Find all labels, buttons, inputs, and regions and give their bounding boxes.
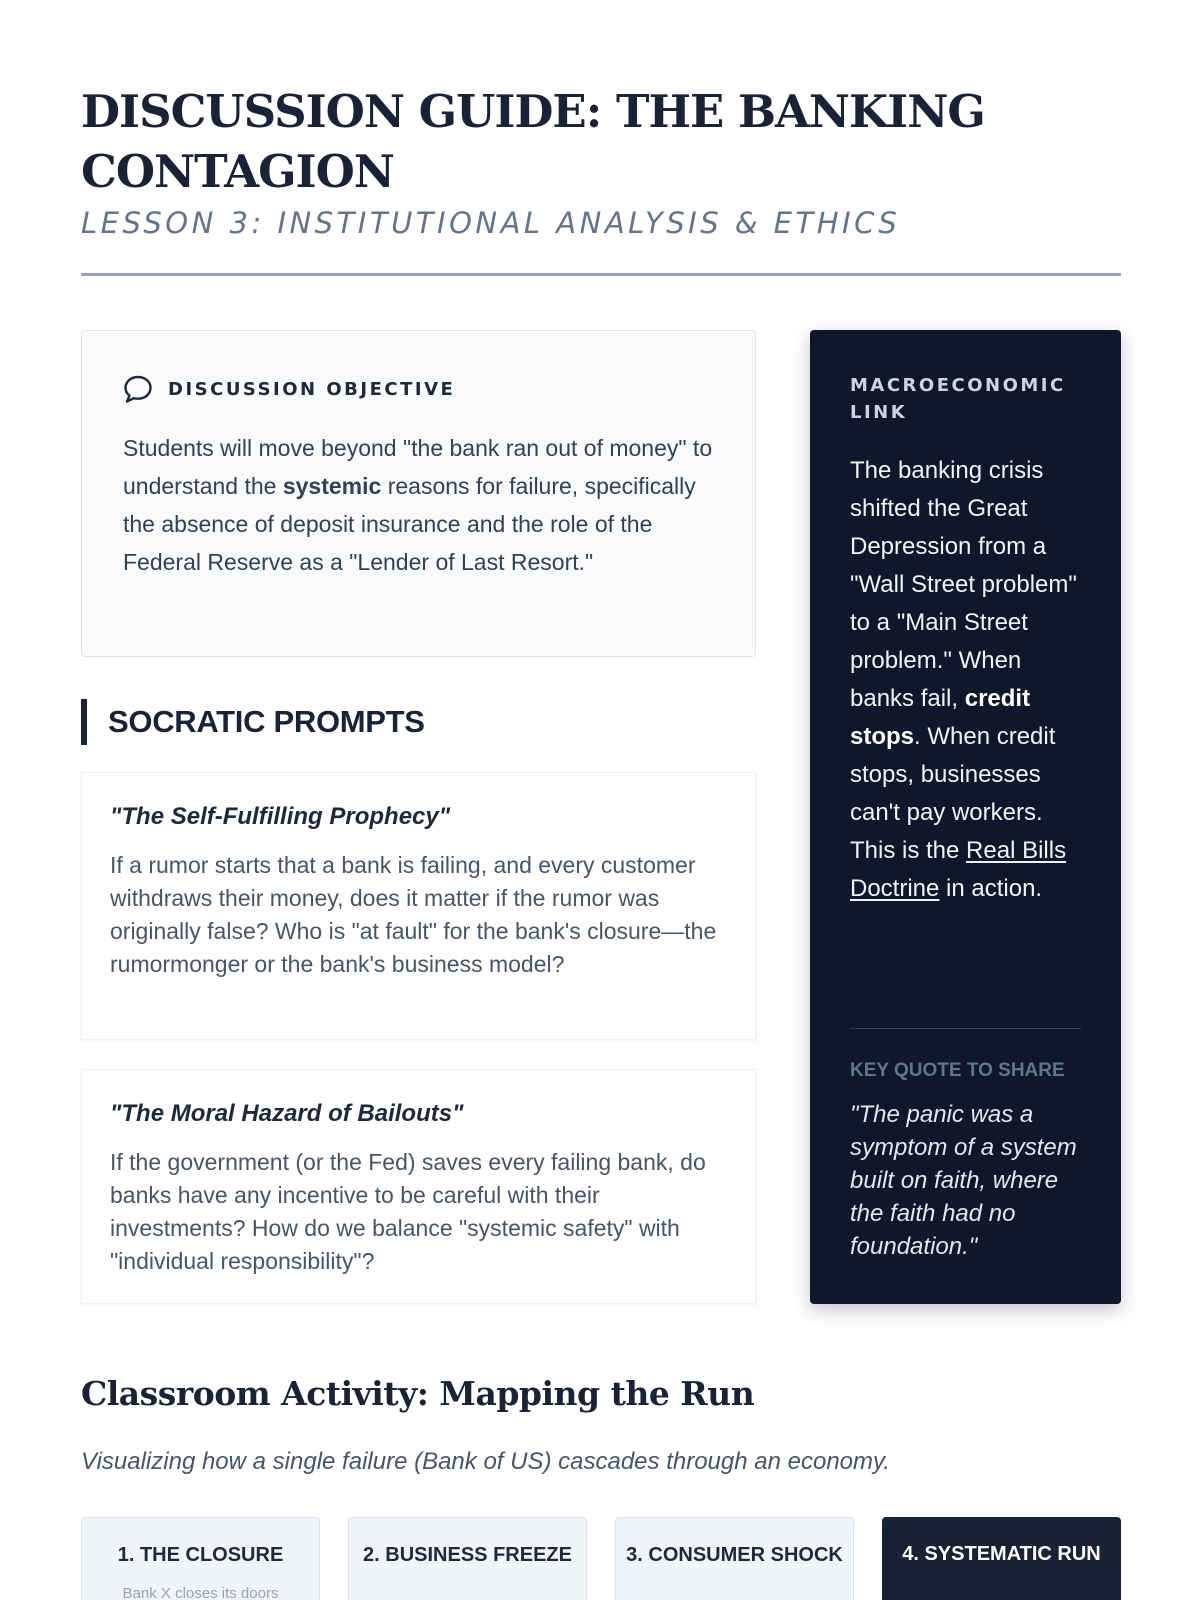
discussion-objective-card (81, 330, 756, 657)
header-divider (81, 273, 1121, 276)
key-quote: "The panic was a symptom of a system built on faith, where the faith had no foundation." (850, 1101, 1077, 1260)
quote-label: KEY QUOTE TO SHARE (850, 1060, 1065, 1081)
activity-subtitle: Visualizing how a single failure (Bank of US) cascades through an economy. (81, 1448, 890, 1475)
objective-header (122, 373, 455, 405)
step-description: Bank X closes its doors (122, 1585, 279, 1600)
sidebar-emphasis: credit stops (850, 685, 1031, 750)
socratic-heading-accent (81, 699, 87, 745)
step-title: 2. BUSINESS FREEZE (363, 1544, 572, 1566)
page-subtitle: LESSON 3: INSTITUTIONAL ANALYSIS & ETHICS (81, 206, 901, 240)
objective-label: DISCUSSION OBJECTIVE (168, 378, 456, 400)
step-title: 1. THE CLOSURE (117, 1544, 284, 1566)
activity-step-systematic-run (882, 1517, 1121, 1600)
step-title: 4. SYSTEMATIC RUN (902, 1543, 1101, 1565)
socratic-prompts-heading: SOCRATIC PROMPTS (108, 704, 425, 739)
activity-step-closure (81, 1517, 320, 1600)
prompt-body: If a rumor starts that a bank is failing, and every customer withdraws their money, does it matter if the rumor was originally false? Who is "at fault" for the bank's closure—the rumormonger or the bank's business model? (110, 852, 717, 977)
sidebar-divider (850, 1028, 1081, 1029)
macroeconomic-link-sidebar (810, 330, 1121, 1304)
prompt-title: "The Self-Fulfilling Prophecy" (110, 803, 451, 830)
sidebar-body: The banking crisis shifted the Great Depression from a "Wall Street problem" to a "Main Street problem." When banks fail, credit stops. When credit stops, businesses can't pay workers. This is the Real Bills Doctrine in action. (850, 457, 1077, 902)
prompt-card (81, 1069, 756, 1304)
prompt-card (81, 772, 756, 1040)
prompt-body: If the government (or the Fed) saves every failing bank, do banks have any incentive to be careful with their investments? How do we balance "systemic safety" with "individual responsibility"? (110, 1149, 706, 1274)
prompt-title: "The Moral Hazard of Bailouts" (110, 1100, 464, 1127)
activity-step-business-freeze (348, 1517, 587, 1600)
activity-title: Classroom Activity: Mapping the Run (81, 1374, 755, 1413)
sidebar-label: MACROECONOMIC LINK (850, 375, 1066, 423)
step-title: 3. CONSUMER SHOCK (626, 1544, 843, 1566)
objective-text: Students will move beyond "the bank ran out of money" to understand the systemic reasons for failure, specifically the absence of deposit insurance and the role of the Federal Reserve as a "Lender of Last Resort." (123, 435, 713, 575)
objective-emphasis: systemic (282, 473, 382, 499)
page-title: DISCUSSION GUIDE: THE BANKING CONTAGION (81, 85, 985, 198)
activity-step-consumer-shock (615, 1517, 854, 1600)
chat-bubble-icon (122, 373, 154, 405)
real-bills-doctrine-link[interactable]: Real Bills Doctrine (850, 837, 1067, 902)
